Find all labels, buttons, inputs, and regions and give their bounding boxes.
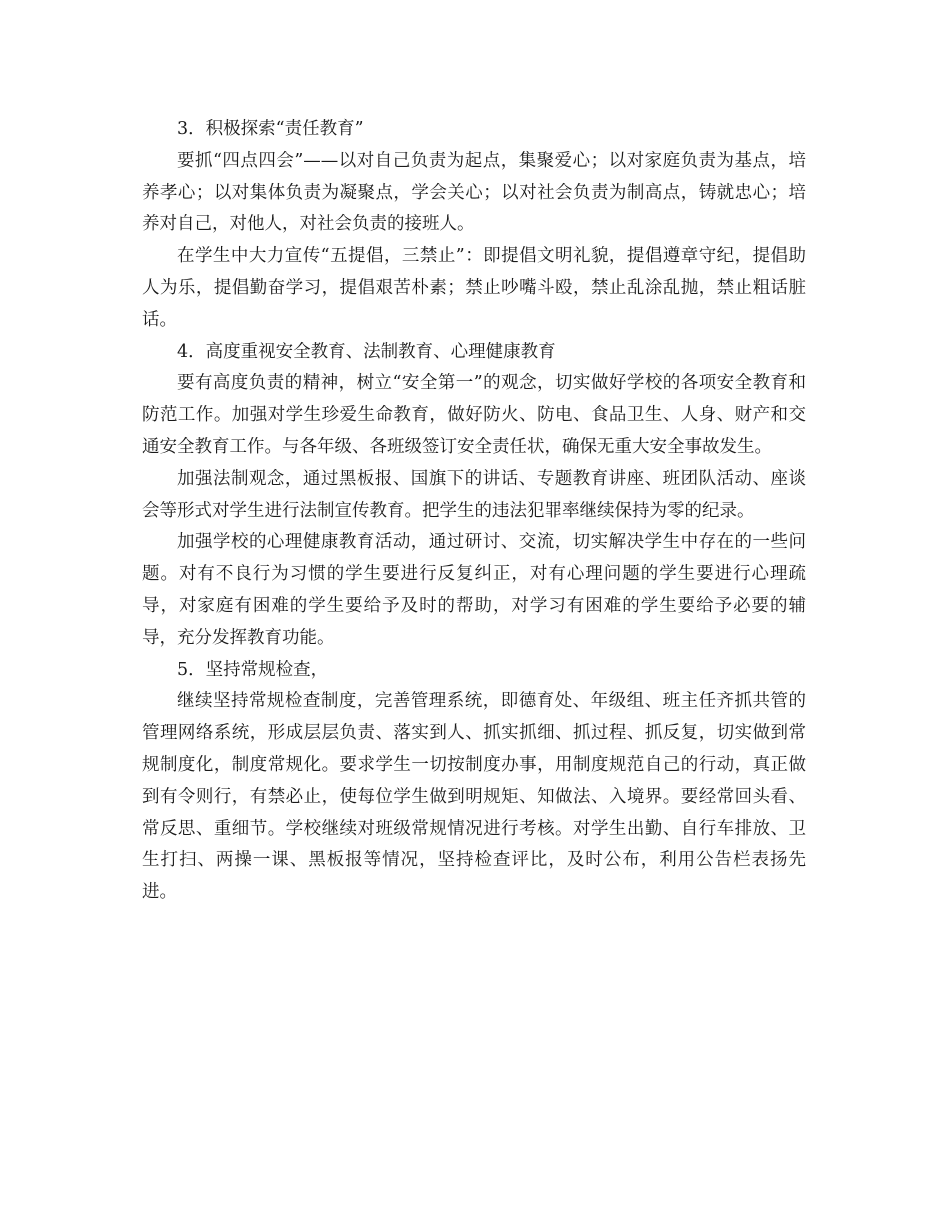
document-page bbox=[142, 114, 806, 909]
paragraph-five-advocate: 在学生中大力宣传“五提倡，三禁止”：即提倡文明礼貌，提倡遵章守纪，提倡助人为乐，提倡勤奋学习，提倡艰苦朴素；禁止吵嘴斗殴，禁止乱涂乱抛，禁止粗话脏话。 bbox=[142, 246, 806, 330]
section-heading-3: 3．积极探索“责任教育” bbox=[177, 119, 364, 139]
paragraph-legal: 加强法制观念，通过黑板报、国旗下的讲话、专题教育讲座、班团队活动、座谈会等形式对学生进行法制宣传教育。把学生的违法犯罪率继续保持为零的纪录。 bbox=[142, 468, 806, 521]
paragraph-four-points: 要抓“四点四会”——以对自己负责为起点，集聚爱心；以对家庭负责为基点，培养孝心；以对集体负责为凝聚点，学会关心；以对社会负责为制高点，铸就忠心；培养对自己，对他人，对社会负责的接班人。 bbox=[142, 150, 806, 235]
paragraph-mental-health: 加强学校的心理健康教育活动，通过研讨、交流，切实解决学生中存在的一些问题。对有不良行为习惯的学生要进行反复纠正，对有心理问题的学生要进行心理疏导，对家庭有困难的学生要给予及时的帮助，对学习有困难的学生要给予必要的辅导，充分发挥教育功能。 bbox=[142, 532, 806, 648]
section-heading-4: 4．高度重视安全教育、法制教育、心理健康教育 bbox=[177, 341, 556, 362]
paragraph-safety: 要有高度负责的精神，树立“安全第一”的观念，切实做好学校的各项安全教育和防范工作。加强对学生珍爱生命教育，做好防火、防电、食品卫生、人身、财产和交通安全教育工作。与各年级、各班级签订安全责任状，确保无重大安全事故发生。 bbox=[142, 373, 806, 457]
paragraph-routine-check: 继续坚持常规检查制度，完善管理系统，即德育处、年级组、班主任齐抓共管的管理网络系统，形成层层负责、落实到人、抓实抓细、抓过程、抓反复，切实做到常规制度化，制度常规化。要求学生一切按制度办事，用制度规范自己的行动，真正做到有令则行，有禁必止，使每位学生做到明规矩、知做法、入境界。要经常回头看、常反思、重细节。学校继续对班级常规情况进行考核。对学生出勤、自行车排放、卫生打扫、两操一课、黑板报等情况，坚持检查评比，及时公布，利用公告栏表扬先进。 bbox=[142, 691, 806, 903]
section-heading-5: 5．坚持常规检查， bbox=[177, 659, 329, 680]
